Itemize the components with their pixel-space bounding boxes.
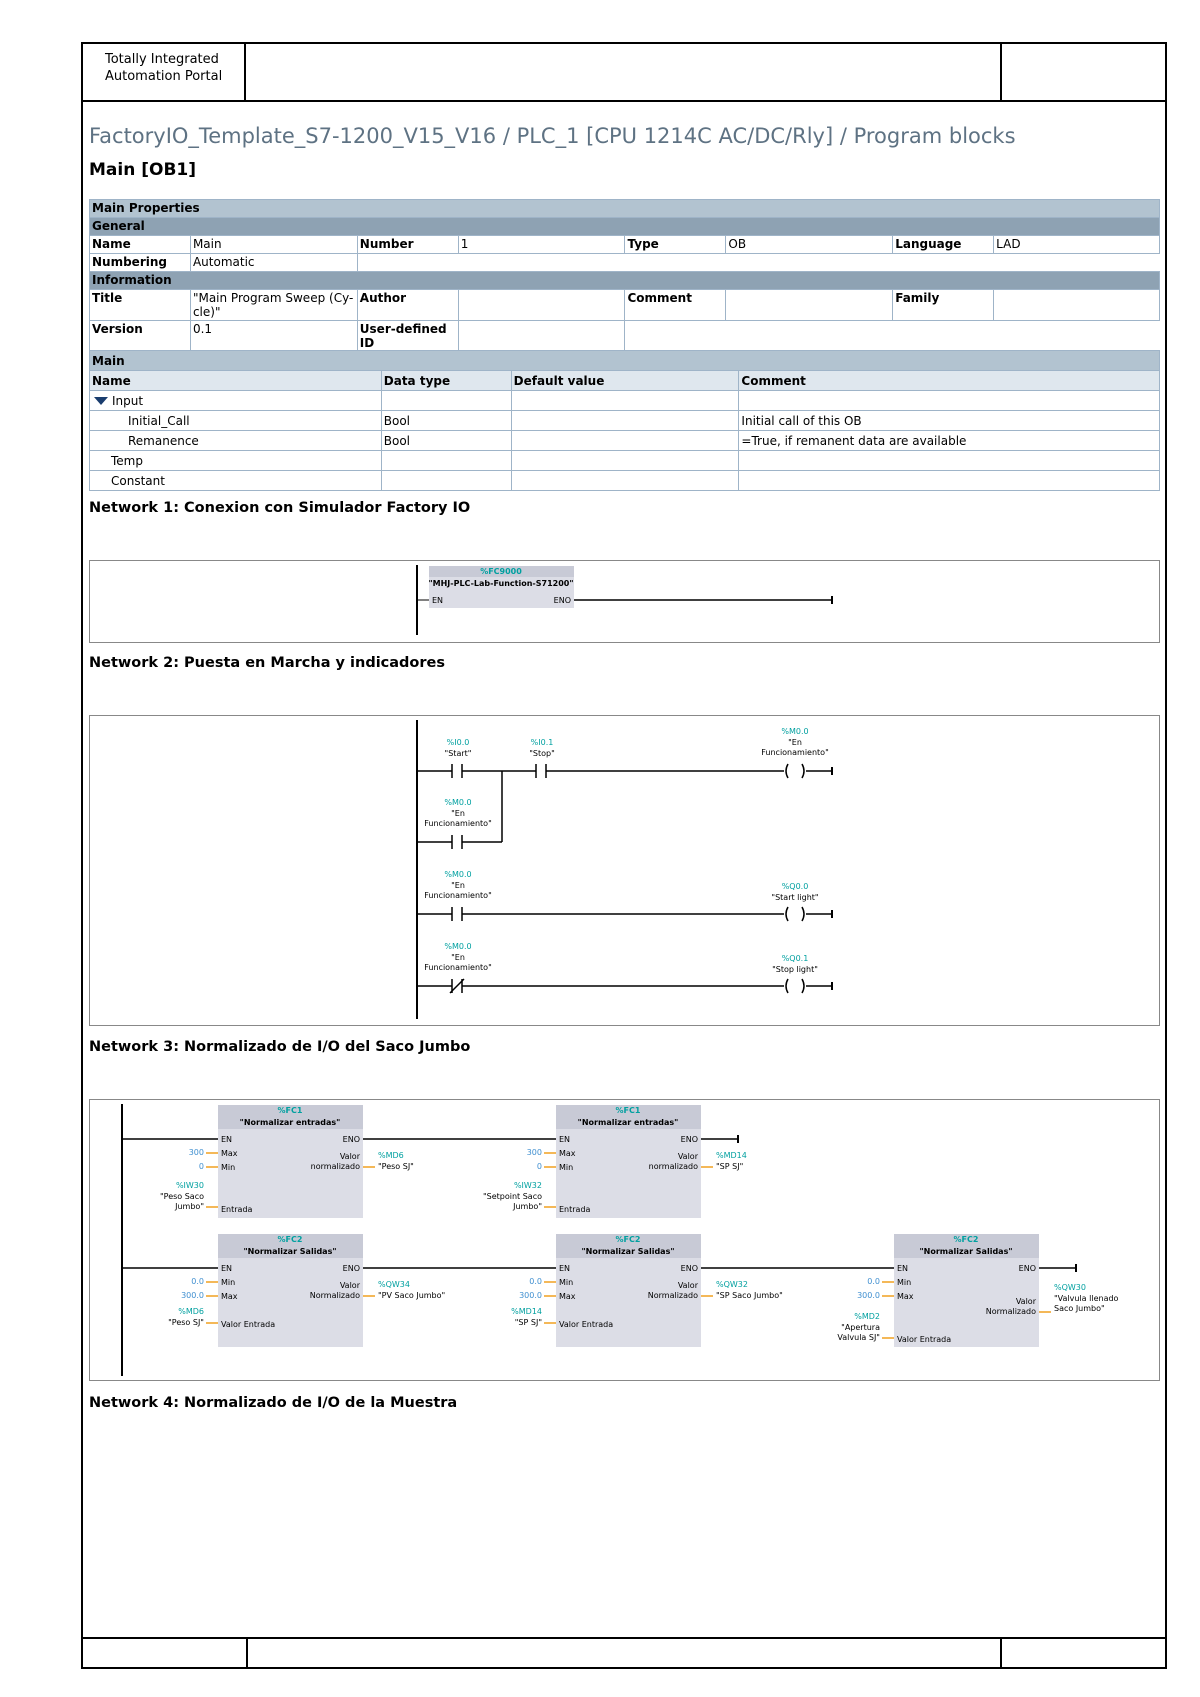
- svg-text:"Setpoint Saco: "Setpoint Saco: [482, 1192, 542, 1201]
- svg-text:"Normalizar Salidas": "Normalizar Salidas": [581, 1247, 675, 1256]
- svg-text:"SP Saco Jumbo": "SP Saco Jumbo": [716, 1291, 783, 1300]
- network-2-box: [89, 715, 1160, 1026]
- svg-text:Valor Entrada: Valor Entrada: [897, 1335, 952, 1344]
- svg-text:%IW32: %IW32: [513, 1181, 542, 1190]
- svg-text:%FC2: %FC2: [615, 1235, 641, 1244]
- svg-text:"Normalizar Salidas": "Normalizar Salidas": [919, 1247, 1013, 1256]
- contact-tag: "Stop": [529, 749, 555, 758]
- family-label: Family: [893, 290, 994, 321]
- iface-row-name: Initial_Call: [90, 411, 382, 431]
- svg-text:Normalizado: Normalizado: [647, 1291, 698, 1300]
- contact-address: %I0.1: [530, 738, 554, 747]
- svg-text:"En: "En: [451, 953, 465, 962]
- iface-row-default: [511, 411, 739, 431]
- footer-right-cell: [1000, 1639, 1165, 1667]
- svg-text:ENO: ENO: [342, 1264, 360, 1273]
- properties-section: Main Properties: [90, 200, 1160, 218]
- svg-text:"En: "En: [451, 881, 465, 890]
- page-footer: [83, 1637, 1165, 1667]
- svg-text:Normalizado: Normalizado: [309, 1291, 360, 1300]
- svg-text:"Stop light": "Stop light": [772, 965, 818, 974]
- col-name-header: Name: [90, 371, 382, 391]
- network-3-box: [89, 1099, 1160, 1381]
- svg-text:0: 0: [198, 1162, 204, 1171]
- network-3-ladder: [90, 1100, 1161, 1382]
- svg-text:Entrada: Entrada: [221, 1205, 253, 1214]
- svg-text:Min: Min: [559, 1163, 574, 1172]
- comment-value: [726, 290, 893, 321]
- svg-text:"SP SJ": "SP SJ": [716, 1162, 744, 1171]
- svg-text:0.0: 0.0: [529, 1277, 542, 1286]
- svg-text:"Peso Saco: "Peso Saco: [159, 1192, 204, 1201]
- svg-text:300.0: 300.0: [857, 1291, 880, 1300]
- svg-text:Max: Max: [559, 1149, 576, 1158]
- svg-text:"Normalizar entradas": "Normalizar entradas": [577, 1118, 679, 1127]
- svg-text:"En: "En: [451, 809, 465, 818]
- svg-text:"Peso SJ": "Peso SJ": [378, 1162, 414, 1171]
- user-defined-id-label: User-defined ID: [357, 321, 458, 352]
- author-value: [458, 290, 625, 321]
- properties-table: [89, 199, 1160, 352]
- svg-text:EN: EN: [559, 1264, 571, 1273]
- svg-text:Valor: Valor: [677, 1152, 698, 1161]
- svg-text:%QW34: %QW34: [378, 1280, 410, 1289]
- network-4-title: Network 4: Normalizado de I/O de la Muestra: [89, 1395, 458, 1411]
- svg-text:300: 300: [188, 1148, 204, 1157]
- coil: [786, 764, 788, 778]
- svg-text:Valor: Valor: [677, 1281, 698, 1290]
- coil-address: %Q0.1: [781, 954, 809, 963]
- network-1-box: [89, 560, 1160, 643]
- svg-text:"PV Saco Jumbo": "PV Saco Jumbo": [378, 1291, 446, 1300]
- coil-address: %Q0.0: [781, 882, 809, 891]
- svg-text:0: 0: [536, 1162, 542, 1171]
- svg-text:Max: Max: [897, 1292, 914, 1301]
- constant-row: Constant: [90, 471, 382, 491]
- network-1-ladder: [90, 561, 1161, 644]
- version-value: 0.1: [190, 321, 357, 352]
- contact-address: %I0.0: [446, 738, 470, 747]
- collapse-triangle-icon[interactable]: [94, 397, 108, 405]
- number-label: Number: [357, 236, 458, 254]
- svg-text:"Apertura: "Apertura: [841, 1323, 880, 1332]
- svg-text:Valor Entrada: Valor Entrada: [221, 1320, 276, 1329]
- svg-text:0.0: 0.0: [191, 1277, 204, 1286]
- svg-text:Min: Min: [897, 1278, 912, 1287]
- user-defined-id-value: [458, 321, 625, 352]
- portal-label: [83, 44, 246, 100]
- svg-text:%FC2: %FC2: [953, 1235, 979, 1244]
- fb-name: "MHJ-PLC-Lab-Function-S71200": [428, 579, 574, 588]
- svg-text:%QW32: %QW32: [716, 1280, 748, 1289]
- title-value: "Main Program Sweep (Cy- cle)": [190, 290, 357, 321]
- pin-en: EN: [432, 596, 444, 605]
- fc1-block-b[interactable]: [556, 1105, 701, 1218]
- svg-text:ENO: ENO: [1018, 1264, 1036, 1273]
- svg-text:"SP SJ": "SP SJ": [514, 1318, 542, 1327]
- col-comment-header: Comment: [739, 371, 1160, 391]
- header-right-cell: [1000, 44, 1165, 100]
- svg-text:300.0: 300.0: [519, 1291, 542, 1300]
- svg-text:%FC1: %FC1: [615, 1106, 641, 1115]
- fc2-block-c[interactable]: [894, 1234, 1039, 1347]
- svg-text:EN: EN: [897, 1264, 909, 1273]
- svg-text:"Peso SJ": "Peso SJ": [168, 1318, 204, 1327]
- svg-text:%MD6: %MD6: [178, 1307, 204, 1316]
- numbering-value: Automatic: [190, 254, 357, 272]
- type-value: OB: [726, 236, 893, 254]
- portal-line-2: Automation Portal: [105, 69, 223, 84]
- iface-row-comment: Initial call of this OB: [739, 411, 1160, 431]
- name-label: Name: [90, 236, 191, 254]
- svg-text:Valor: Valor: [339, 1281, 360, 1290]
- svg-text:Valor Entrada: Valor Entrada: [559, 1320, 614, 1329]
- svg-text:Valvula SJ": Valvula SJ": [837, 1333, 880, 1342]
- svg-text:Min: Min: [221, 1278, 236, 1287]
- svg-text:Max: Max: [559, 1292, 576, 1301]
- iface-row-type: Bool: [381, 431, 511, 451]
- svg-text:"En: "En: [788, 738, 802, 747]
- svg-text:%IW30: %IW30: [175, 1181, 204, 1190]
- coil: [786, 979, 788, 993]
- network-2-title: Network 2: Puesta en Marcha y indicadores: [89, 655, 446, 671]
- language-value: LAD: [994, 236, 1160, 254]
- svg-text:%MD6: %MD6: [378, 1151, 404, 1160]
- iface-row-comment: =True, if remanent data are available: [739, 431, 1160, 451]
- svg-text:EN: EN: [221, 1135, 233, 1144]
- language-label: Language: [893, 236, 994, 254]
- project-path: FactoryIO_Template_S7-1200_V15_V16 / PLC_1 [CPU 1214C AC/DC/Rly] / Program blocks: [89, 124, 1016, 148]
- iface-row-default: [511, 431, 739, 451]
- input-row[interactable]: Input: [90, 391, 382, 411]
- contact-tag: "Start": [444, 749, 472, 758]
- network-3-title: Network 3: Normalizado de I/O del Saco Jumbo: [89, 1039, 471, 1055]
- svg-text:"Valvula llenado: "Valvula llenado: [1054, 1294, 1119, 1303]
- svg-text:300.0: 300.0: [181, 1291, 204, 1300]
- svg-text:300: 300: [526, 1148, 542, 1157]
- numbering-label: Numbering: [90, 254, 191, 272]
- fc2-block-b[interactable]: [556, 1234, 701, 1347]
- svg-text:Funcionamiento": Funcionamiento": [424, 963, 492, 972]
- pin-eno: ENO: [553, 596, 571, 605]
- number-value: 1: [458, 236, 625, 254]
- svg-text:Max: Max: [221, 1292, 238, 1301]
- svg-text:Funcionamiento": Funcionamiento": [424, 891, 492, 900]
- svg-text:%MD2: %MD2: [854, 1312, 880, 1321]
- svg-text:%FC2: %FC2: [277, 1235, 303, 1244]
- coil-address: %M0.0: [781, 727, 809, 736]
- svg-text:Max: Max: [221, 1149, 238, 1158]
- coil: [786, 907, 788, 921]
- temp-row: Temp: [90, 451, 382, 471]
- fb-address: %FC9000: [480, 567, 522, 576]
- contact-address: %M0.0: [444, 870, 472, 879]
- svg-text:"Normalizar Salidas": "Normalizar Salidas": [243, 1247, 337, 1256]
- interface-section: Main: [90, 351, 1160, 371]
- svg-text:Jumbo": Jumbo": [513, 1202, 542, 1211]
- version-label: Version: [90, 321, 191, 352]
- name-value: Main: [190, 236, 357, 254]
- interface-table: [89, 350, 1160, 491]
- contact-address: %M0.0: [444, 942, 472, 951]
- svg-text:%MD14: %MD14: [511, 1307, 542, 1316]
- svg-text:Entrada: Entrada: [559, 1205, 591, 1214]
- svg-text:normalizado: normalizado: [310, 1162, 360, 1171]
- iface-row-type: Bool: [381, 411, 511, 431]
- network-1-title: Network 1: Conexion con Simulador Factory IO: [89, 500, 471, 516]
- svg-text:Funcionamiento": Funcionamiento": [761, 748, 829, 757]
- blank-cell: [357, 254, 1159, 272]
- network-2-ladder: [90, 716, 1161, 1027]
- family-value: [994, 290, 1160, 321]
- contact-address: %M0.0: [444, 798, 472, 807]
- svg-text:normalizado: normalizado: [648, 1162, 698, 1171]
- svg-text:%QW30: %QW30: [1054, 1283, 1086, 1292]
- information-section: Information: [90, 272, 1160, 290]
- svg-text:Min: Min: [559, 1278, 574, 1287]
- svg-text:Saco Jumbo": Saco Jumbo": [1054, 1304, 1105, 1313]
- author-label: Author: [357, 290, 458, 321]
- general-section: General: [90, 218, 1160, 236]
- col-default-header: Default value: [511, 371, 739, 391]
- footer-left-cell: [83, 1639, 248, 1667]
- svg-text:ENO: ENO: [680, 1264, 698, 1273]
- blank-cell: [625, 321, 1160, 352]
- svg-text:ENO: ENO: [342, 1135, 360, 1144]
- svg-text:Valor: Valor: [339, 1152, 360, 1161]
- svg-text:"Start light": "Start light": [771, 893, 819, 902]
- svg-text:Valor: Valor: [1015, 1297, 1036, 1306]
- svg-text:%MD14: %MD14: [716, 1151, 747, 1160]
- svg-text:ENO: ENO: [680, 1135, 698, 1144]
- page-header: [83, 44, 1165, 102]
- svg-text:0.0: 0.0: [867, 1277, 880, 1286]
- portal-line-1: Totally Integrated: [105, 52, 219, 67]
- fc1-block-a[interactable]: [218, 1105, 363, 1218]
- svg-text:Min: Min: [221, 1163, 236, 1172]
- svg-text:"Normalizar entradas": "Normalizar entradas": [239, 1118, 341, 1127]
- title-label: Title: [90, 290, 191, 321]
- type-label: Type: [625, 236, 726, 254]
- svg-text:Jumbo": Jumbo": [175, 1202, 204, 1211]
- col-type-header: Data type: [381, 371, 511, 391]
- svg-text:EN: EN: [559, 1135, 571, 1144]
- fc2-block-a[interactable]: [218, 1234, 363, 1347]
- svg-text:Funcionamiento": Funcionamiento": [424, 819, 492, 828]
- iface-row-name: Remanence: [90, 431, 382, 451]
- svg-text:Normalizado: Normalizado: [985, 1307, 1036, 1316]
- comment-label: Comment: [625, 290, 726, 321]
- svg-text:%FC1: %FC1: [277, 1106, 303, 1115]
- block-title: Main [OB1]: [89, 160, 197, 180]
- svg-text:EN: EN: [221, 1264, 233, 1273]
